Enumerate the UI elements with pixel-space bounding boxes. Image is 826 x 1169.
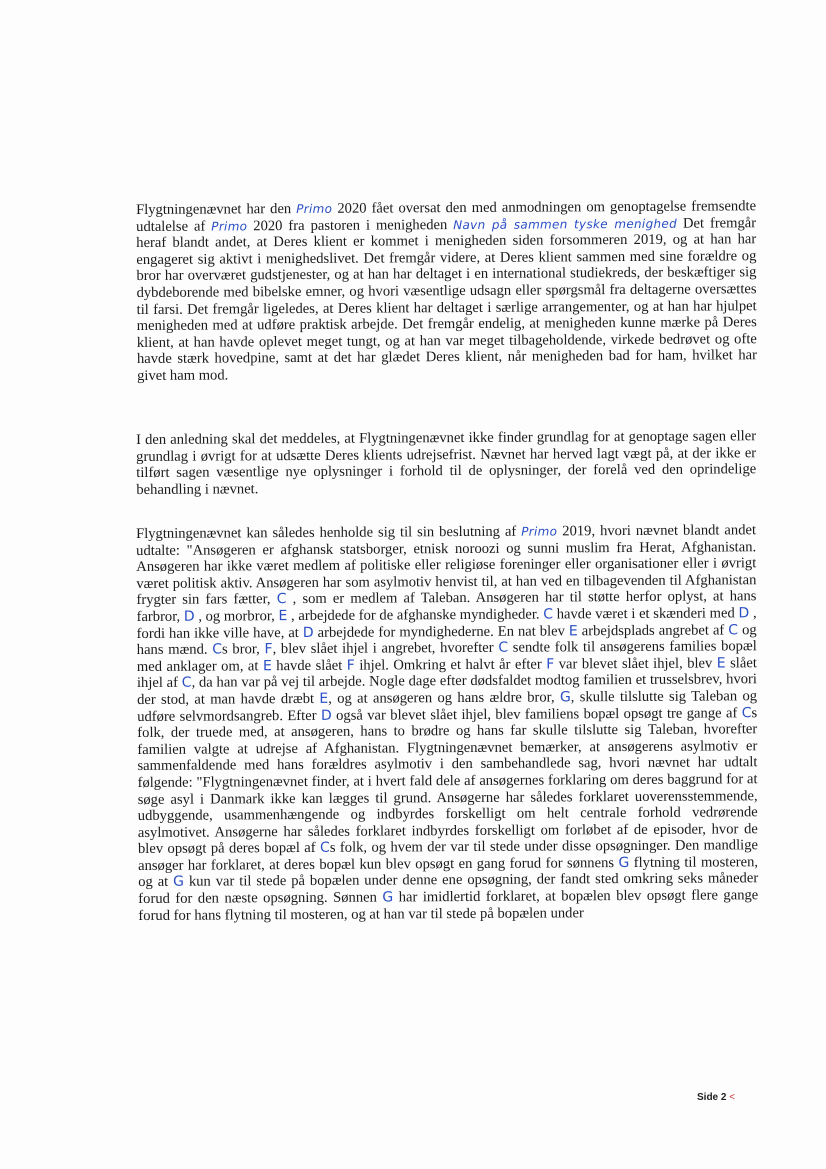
redaction-letter: C: [543, 606, 554, 623]
redaction-letter: E: [716, 655, 726, 672]
text-segment: 2020 fået oversat den med anmodningen om genoptagelse fremsendte udtalelse af: [136, 198, 757, 235]
redaction-letter: G: [173, 874, 185, 891]
text-segment: slået ihjel af: [136, 654, 757, 692]
text-segment: s folk, der truede med, at ansøgeren, hans to brødre og hans far skulle tilslutte sig Taleban, hvorefter familien valgte at udrejse af Afghanistan. Flygtningenævnet bemærker, at ansøgerens asylmotiv er sammenfaldende med hans forældres asylmotiv i den sambehandlede sag, hvori nævnet har udtalt følgende: "Flygtningenævnet finder, at i hvert fald dele af ansøgernes forklaring om deres baggrund for at søge asyl i Danmark ikke kan lægges til grund. Ansøgerne har således forklaret uoverensstemmende, udbyggende, usammenhængende og indbyrdes forskelligt om helt centrale forhold vedrørende asylmotivet. Ansøgerne har således forklaret indbyrdes forskelligt om forløbet af de episoder, hvor de blev opsøgt på deres bopæl af: [137, 704, 758, 858]
redaction-letter: E: [278, 608, 288, 625]
redaction-letter: E: [568, 622, 578, 639]
handwritten-mark: <: [729, 1092, 736, 1103]
text-segment: også var blevet slået ihjel, blev familiens bopæl opsøgt tre gange af: [336, 704, 738, 724]
text-segment: har imidlertid forklaret, at bopælen blev opsøgt flere gange forud for hans flytning til mosteren, og at han var til stede på bopælen under: [138, 887, 759, 924]
redaction-letter: C: [741, 704, 752, 721]
redaction-letter: D: [738, 605, 750, 622]
text-segment: havde slået: [276, 657, 343, 674]
text-segment: , blev slået ihjel i angrebet, hvorefter: [272, 639, 494, 658]
text-segment: kun var til stede på bopælen under denne ene opsøgning, der fandt sted omkring seks måneder forud for den næste opsøgning. Sønnen: [138, 870, 759, 908]
paragraph-3: [136, 522, 758, 924]
redaction-letter: C: [181, 675, 192, 692]
text-segment: flytning til mosteren, og at: [138, 854, 759, 891]
text-segment: , da han var på vej til arbejde. Nogle dage efter dødsfaldet modtog familien et trusselsbrev, hvori der stod, at man havde dræbt: [137, 671, 757, 708]
handwritten-date: Primo: [296, 201, 333, 217]
handwritten-note: Navn på sammen tyske menighed: [453, 216, 678, 232]
page-footer: [697, 1092, 735, 1103]
redaction-letter: F: [264, 641, 273, 658]
redaction-letter: D: [320, 707, 332, 724]
text-segment: I den anledning skal det meddeles, at Flygtningenævnet ikke finder grundlag for at genoptage sagen eller grundlag i øvrigt for at udsætte Deres klients udrejsefrist. Nævnet har herved lagt vægt på, at der ikke er tilført sagen væsentlige nye oplysninger i forhold til de oplysninger, der forelå ved den oprindelige behandling i nævnet.: [136, 428, 757, 498]
redaction-letter: C: [276, 591, 287, 608]
text-segment: var blevet slået ihjel, blev: [558, 655, 713, 673]
handwritten-date: Primo: [211, 218, 248, 234]
redaction-letter: G: [382, 889, 394, 906]
text-segment: og hans mænd.: [136, 621, 757, 659]
redaction-letter: C: [728, 621, 739, 638]
redaction-letter: F: [346, 657, 355, 674]
redaction-letter: C: [498, 639, 509, 656]
redaction-letter: D: [302, 624, 314, 641]
redaction-letter: F: [546, 656, 555, 673]
redaction-letter: C: [319, 840, 330, 857]
text-segment: s folk, og hvem der var til stede under disse opsøgninger. Den mandlige ansøger har forklaret, at deres bopæl kun blev opsøgt en gang forud for sønnens: [138, 837, 759, 874]
text-segment: Flygtningenævnet har den: [136, 201, 292, 218]
redaction-letter: E: [262, 657, 272, 674]
text-segment: , som er medlem af Taleban. Ansøgeren har til støtte herfor oplyst, at hans farbror,: [136, 588, 757, 625]
page-number: Side 2: [697, 1092, 727, 1103]
redaction-letter: G: [618, 854, 630, 871]
redaction-letter: E: [319, 690, 329, 707]
redaction-letter: D: [183, 608, 195, 625]
text-segment: 2020 fra pastoren i menigheden: [253, 216, 448, 234]
text-segment: ihjel. Omkring et halvt år efter: [359, 656, 542, 674]
text-segment: sendte folk til ansøgerens families bopæl med anklager om, at: [136, 638, 757, 675]
text-segment: 2019, hvori nævnet blandt andet udtalte: "Ansøgeren er afghansk statsborger, etnisk noroozi og sunni muslim fra Herat, Afghanistan. Ansøgeren har ikke været medlem af politiske eller religiøse foreninger eller organisationer eller i øvrigt været politisk aktiv. Ansøgeren har som asylmotiv henvist til, at han ved en tilbagevenden til Afghanistan frygter sin fars fætter,: [136, 522, 757, 609]
handwritten-date: Primo: [521, 524, 558, 539]
text-segment: , og at ansøgeren og hans ældre bror,: [328, 689, 555, 707]
redaction-letter: G: [559, 689, 571, 706]
text-segment: havde været i et skænderi med: [556, 605, 735, 623]
text-segment: arbejdsplads angrebet af: [581, 621, 725, 639]
text-segment: , fordi han ikke ville have, at: [136, 605, 757, 642]
text-segment: s bror,: [221, 641, 260, 658]
redaction-letter: C: [212, 641, 223, 658]
text-segment: , og morbror,: [198, 608, 275, 625]
text-segment: , arbejdede for de afghanske myndigheder.: [290, 606, 540, 625]
text-segment: Det fremgår heraf blandt andet, at Deres klient er kommet i menigheden siden forsommeren 2019, og at han har engageret sig aktivt i menighedslivet. Det fremgår videre, at Deres klient sammen med sine forældre og bror har overværet gudstjenester, og at han har deltaget i en international studiekreds, der beskæftiger sig dybdeborende med bibelske emner, og hvori væsentlige udsagn eller spørgsmål fra deltagerne oversættes til farsi. Det fremgår ligeledes, at Deres klient har deltaget i særlige arrangementer, og at han har hjulpet menigheden med at udføre praktisk arbejde. Det fremgår endelig, at menigheden kunne mærke på Deres klient, at han havde oplevet meget tungt, og at han var meget tilbageholdende, virkede bedrøvet og ofte havde stærk hovedpine, samt at det har glædet Deres klient, når menigheden bad for ham, hvilket har givet ham mod.: [136, 214, 757, 384]
paragraph-2: [136, 428, 756, 498]
text-segment: Flygtningenævnet kan således henholde sig til sin beslutning af: [136, 523, 517, 542]
paragraph-1: [136, 198, 757, 384]
text-segment: , skulle tilslutte sig Taleban og udføre selvmordsangreb. Efter: [137, 688, 758, 725]
text-segment: arbejdede for myndighederne. En nat blev: [317, 622, 565, 641]
